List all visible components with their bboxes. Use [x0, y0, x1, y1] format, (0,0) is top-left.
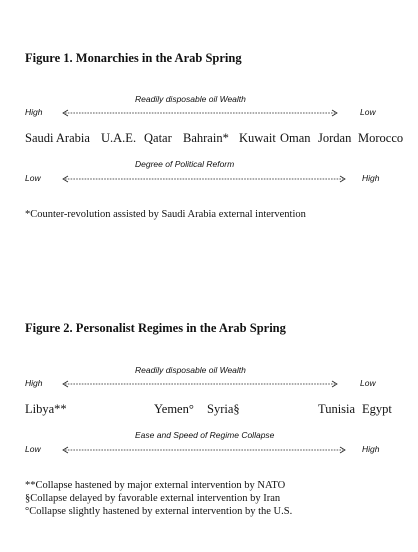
figure1-title: Figure 1. Monarchies in the Arab Spring: [25, 51, 242, 65]
figure2-wealth-high-label: High: [25, 378, 43, 388]
figure2-footnote-nato: **Collapse hastened by major external intervention by NATO: [25, 480, 286, 491]
country-jordan: Jordan: [318, 131, 352, 145]
figure1-reform-caption: Degree of Political Reform: [135, 159, 235, 169]
country-morocco: Morocco: [358, 131, 404, 145]
country-egypt: Egypt: [362, 402, 392, 416]
country-tunisia: Tunisia: [318, 402, 356, 416]
figure1-wealth-arrow: [62, 108, 338, 118]
figure1-wealth-low-label: Low: [360, 107, 376, 117]
country-libya: Libya**: [25, 402, 67, 416]
figure2-wealth-arrow: [62, 379, 338, 389]
country-oman: Oman: [280, 131, 311, 145]
double-arrow-icon: [62, 379, 338, 389]
figure2-collapse-high-label: High: [362, 444, 380, 454]
figure1-reform-arrow: [62, 174, 346, 184]
double-arrow-icon: [62, 174, 346, 184]
double-arrow-icon: [62, 108, 338, 118]
figure2-title: Figure 2. Personalist Regimes in the Arab Spring: [25, 321, 286, 335]
figure1-wealth-high-label: High: [25, 107, 43, 117]
figure1-footnote: *Counter-revolution assisted by Saudi Arabia external intervention: [25, 209, 306, 220]
figure2-collapse-low-label: Low: [25, 444, 41, 454]
figure2-collapse-arrow: [62, 445, 346, 455]
country-qatar: Qatar: [144, 131, 172, 145]
country-yemen: Yemen°: [154, 402, 194, 416]
figure2-wealth-low-label: Low: [360, 378, 376, 388]
figure1-reform-high-label: High: [362, 173, 380, 183]
figure2-collapse-caption: Ease and Speed of Regime Collapse: [135, 430, 275, 440]
double-arrow-icon: [62, 445, 346, 455]
figure2-footnote-iran: §Collapse delayed by favorable external intervention by Iran: [25, 493, 281, 504]
country-kuwait: Kuwait: [239, 131, 276, 145]
country-uae: U.A.E.: [101, 131, 137, 145]
country-saudi-arabia: Saudi Arabia: [25, 131, 90, 145]
country-syria: Syria§: [207, 402, 240, 416]
figure2-wealth-caption: Readily disposable oil Wealth: [135, 365, 246, 375]
country-bahrain: Bahrain*: [183, 131, 229, 145]
figure1-reform-low-label: Low: [25, 173, 41, 183]
figure1-wealth-caption: Readily disposable oil Wealth: [135, 94, 246, 104]
figure2-footnote-us: °Collapse slightly hastened by external intervention by the U.S.: [25, 506, 293, 517]
